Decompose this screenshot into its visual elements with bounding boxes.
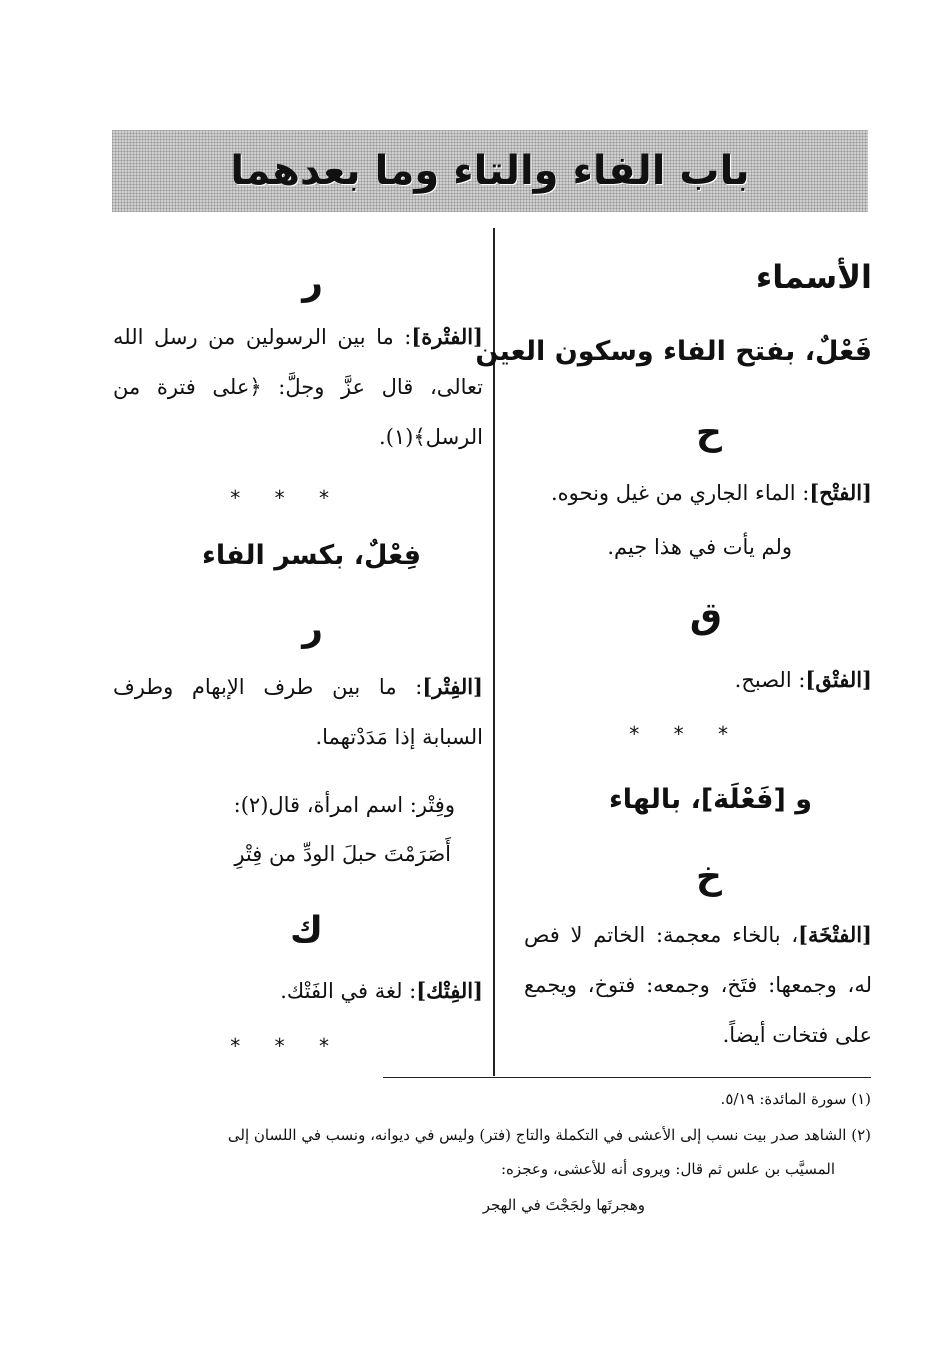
entry-term: [الفتْخَة]: [798, 922, 872, 947]
entry-fath: [551, 468, 872, 518]
footnote-1: (١) سورة المائدة: ٥/١٩.: [720, 1090, 871, 1108]
entry-term: [الفِتْك]: [416, 978, 483, 1003]
entry-term: [الفتْق]: [805, 667, 872, 692]
entry-text: : ما بين الرسولين من رسل الله تعالى، قال عزَّ وجلَّ: ﴿على فترة من الرسل﴾(١).: [113, 325, 483, 449]
entry-fatra: [113, 312, 483, 462]
pattern-heading: فِعْلٌ، بكسر الفاء: [202, 540, 421, 571]
footnote-2-line1: (٢) الشاهد صدر بيت نسب إلى الأعشى في التكملة والتاج (فتر) وليس في ديوانه، ونسب في اللسان إلى: [227, 1126, 871, 1144]
entry-term: [الفتْح]: [809, 480, 872, 505]
entry-fitr-name: وفِتْر: اسم امرأة، قال(٢):: [233, 793, 455, 817]
chapter-banner: [112, 130, 868, 212]
chapter-title: باب الفاء والتاء وما بعدهما: [230, 148, 750, 194]
footnote-rule: [383, 1077, 871, 1078]
entry-text: : ما بين طرف الإبهام وطرف السبابة إذا مَدَدْتهما.: [113, 675, 483, 749]
separator-stars: * * *: [230, 486, 343, 510]
entry-text: : لغة في الفَتْك.: [280, 979, 417, 1003]
letter-heading-ra: ر: [302, 262, 323, 303]
verse-line: أَصَرَمْتَ حبلَ الودِّ من فِتْرِ: [234, 842, 451, 866]
entry-term: [الفتْرة]: [411, 324, 483, 349]
separator-stars: * * *: [230, 1034, 343, 1058]
entry-fatq: [735, 655, 872, 705]
separator-stars: * * *: [629, 722, 742, 746]
entry-text: : الماء الجاري من غيل ونحوه.: [550, 481, 810, 505]
footnote-2-verse: وهجرتَها ولجَجْتَ في الهجر: [482, 1196, 645, 1214]
letter-heading-qaf: ق: [689, 596, 722, 637]
letter-heading-ra: ر: [302, 608, 323, 649]
letter-heading-kha: خ: [696, 856, 722, 897]
entry-text: ، بالخاء معجمة: الخاتم لا فص له، وجمعها: فتَخ، وجمعه: فتوخ، ويجمع على فتخات أيضاً.: [524, 923, 872, 1047]
letter-heading-kaf: ك: [290, 910, 323, 951]
pattern-heading: فَعْلٌ، بفتح الفاء وسكون العين: [475, 336, 872, 367]
entry-text: : الصبح.: [734, 668, 806, 692]
entry-fitk: [280, 966, 483, 1016]
letter-heading-ha: ح: [696, 412, 722, 453]
entry-fitr: [113, 662, 483, 762]
note-jim: ولم يأت في هذا جيم.: [607, 535, 792, 559]
section-title: الأسماء: [755, 258, 872, 296]
pattern-heading: و [فَعْلَة]، بالهاء: [608, 784, 812, 815]
entry-term: [الفِتْر]: [422, 674, 483, 699]
footnote-2-line2: المسيَّب بن علس ثم قال: ويروى أنه للأعشى، وعجزه:: [501, 1160, 835, 1178]
entry-fatkha: [524, 910, 872, 1060]
